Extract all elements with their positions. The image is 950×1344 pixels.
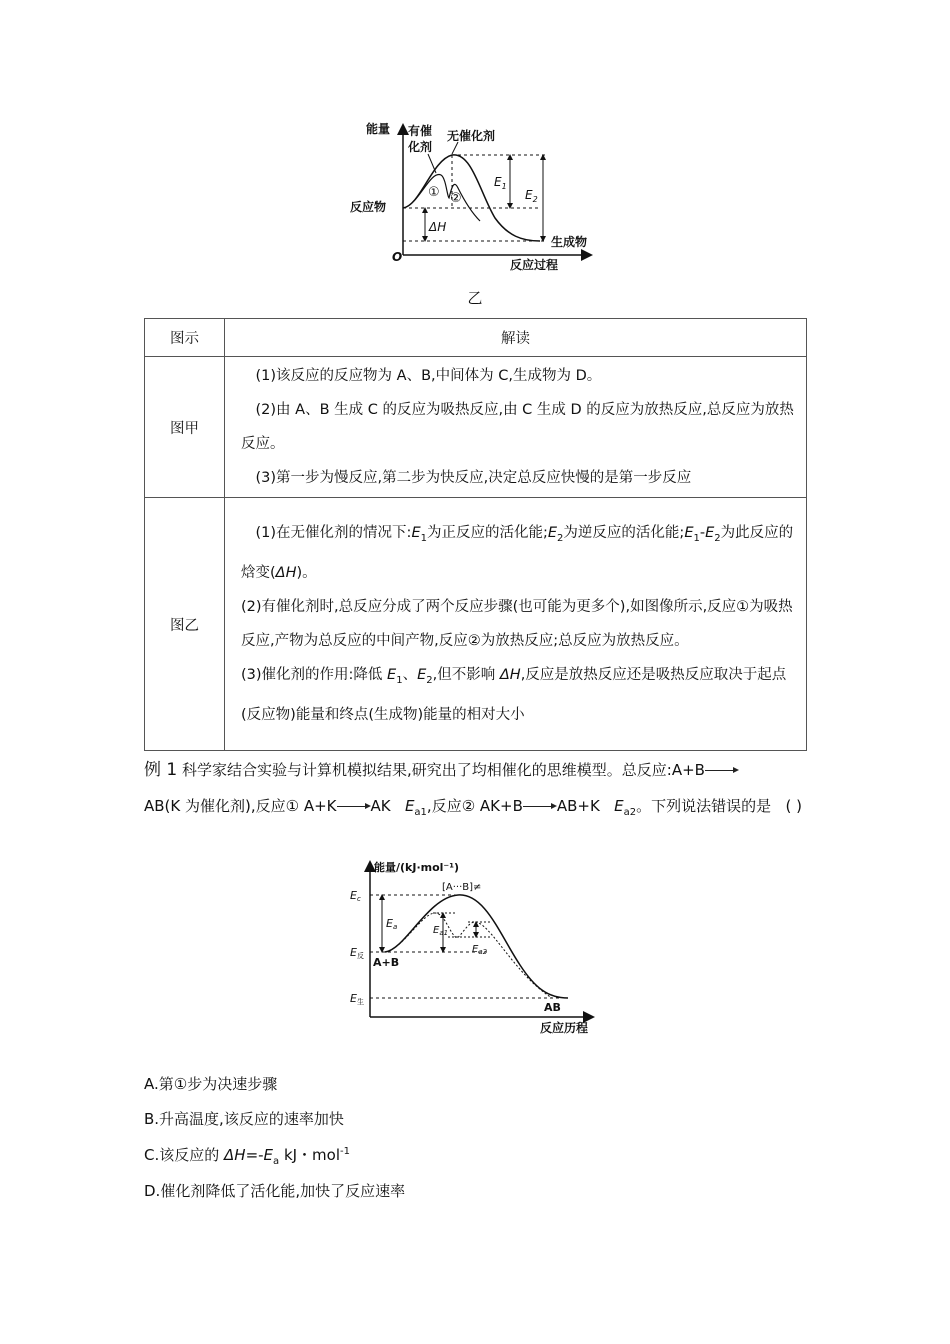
- catalyzed-curve: [403, 175, 480, 221]
- y-axis-label: 能量/(kJ·mol⁻¹): [374, 861, 460, 874]
- option-c: C.该反应的 $\Delta H=-E_a$ kJ・mol$^{-1}$: [144, 1146, 350, 1167]
- row1-para1: (1)该反应的反应物为 A、B,中间体为 C,生成物为 D。: [255, 368, 602, 384]
- row-body-jia: [225, 357, 807, 498]
- transition-state-label: [A···B]≠: [442, 882, 482, 893]
- row-label-jia: 图甲: [145, 357, 225, 498]
- e-fan-label: E反: [350, 946, 364, 960]
- row1-para2: (2)由 A、B 生成 C 的反应为吸热反应,由 C 生成 D 的反应为放热反应,总反应为放热反应。: [241, 402, 794, 452]
- row2-para3: (3)催化剂的作用:降低 $E_1$、$E_2$,但不影响 ΔH,反应是放热反应还是吸热反应取决于起点(反应物)能量和终点(生成物)能量的相对大小: [241, 667, 787, 723]
- example-1-question: 例 1 科学家结合实验与计算机模拟结果,研究出了均相催化的思维模型。总反应:A+B AB(K 为催化剂),反应① A+K AK $E_{a1}$,反应② AK+B AB+K $E_{a2}$。下列说法错误的是 ( ): [144, 760, 802, 818]
- option-b: B.升高温度,该反应的速率加快: [144, 1110, 344, 1128]
- table-row: [145, 498, 807, 751]
- option-a: A.第①步为决速步骤: [144, 1075, 278, 1093]
- row-label-yi: 图乙: [145, 498, 225, 751]
- energy-diagram-yi: [340, 118, 620, 278]
- origin-label: O: [392, 250, 403, 264]
- x-axis-label: 反应过程: [510, 258, 559, 272]
- catalyst-pointer: [428, 154, 436, 173]
- row-body-yi: [225, 498, 807, 751]
- dh-label: ΔH: [429, 220, 447, 234]
- uncatalyzed-curve: [403, 155, 540, 241]
- ea1-label: $E_{a1}$: [433, 925, 449, 937]
- no-catalyst-pointer: [452, 142, 458, 154]
- row1-para3: (3)第一步为慢反应,第二步为快反应,决定总反应快慢的是第一步反应: [255, 470, 692, 486]
- reactant-label: 反应物: [350, 200, 387, 214]
- catalyzed-curve: [385, 913, 552, 998]
- step2-label: ②: [450, 191, 462, 206]
- option-d: D.催化剂降低了活化能,加快了反应速率: [144, 1182, 406, 1200]
- product-label: 生成物: [551, 235, 588, 249]
- row2-para1: (1)在无催化剂的情况下$:E_1$为正反应的活化能$;E_2$为逆反应的活化能$;E_1-E_2$为此反应的焓变(ΔH)。: [241, 525, 794, 581]
- step1-label: ①: [428, 185, 440, 200]
- e2-label: $E_2$: [525, 188, 538, 204]
- e-sheng-label: E生: [350, 992, 364, 1006]
- table-row: [145, 357, 807, 498]
- ea-label: Ea: [386, 917, 398, 931]
- y-axis-label: 能量: [366, 122, 391, 136]
- interpretation-table: [144, 318, 807, 751]
- table-header-row: [145, 319, 807, 357]
- x-axis-label: 反应历程: [540, 1021, 589, 1035]
- answer-paren: ( ): [785, 797, 802, 815]
- no-catalyst-label: 无催化剂: [447, 129, 496, 143]
- figure-caption: 乙: [467, 289, 483, 307]
- header-interpretation: 解读: [225, 319, 807, 357]
- reactant-label: A+B: [373, 956, 400, 969]
- energy-diagram-example: [340, 855, 610, 1040]
- product-label: AB: [544, 1001, 561, 1014]
- reaction-arrow: [705, 766, 739, 776]
- example-prefix: 例 1: [144, 760, 178, 780]
- ea2-label: $E_{a2}$: [472, 944, 488, 956]
- header-figure: 图示: [145, 319, 225, 357]
- catalyst-label-2: 化剂: [408, 140, 433, 154]
- ec-label: Ec: [350, 889, 361, 903]
- reaction-arrow: [523, 802, 557, 812]
- e1-label: $E_1$: [494, 175, 507, 191]
- row2-para2: (2)有催化剂时,总反应分成了两个反应步骤(也可能为更多个),如图像所示,反应①为吸热反应,产物为总反应的中间产物,反应②为放热反应;总反应为放热反应。: [241, 599, 793, 649]
- reaction-arrow: [337, 802, 371, 812]
- catalyst-label-1: 有催: [408, 124, 433, 138]
